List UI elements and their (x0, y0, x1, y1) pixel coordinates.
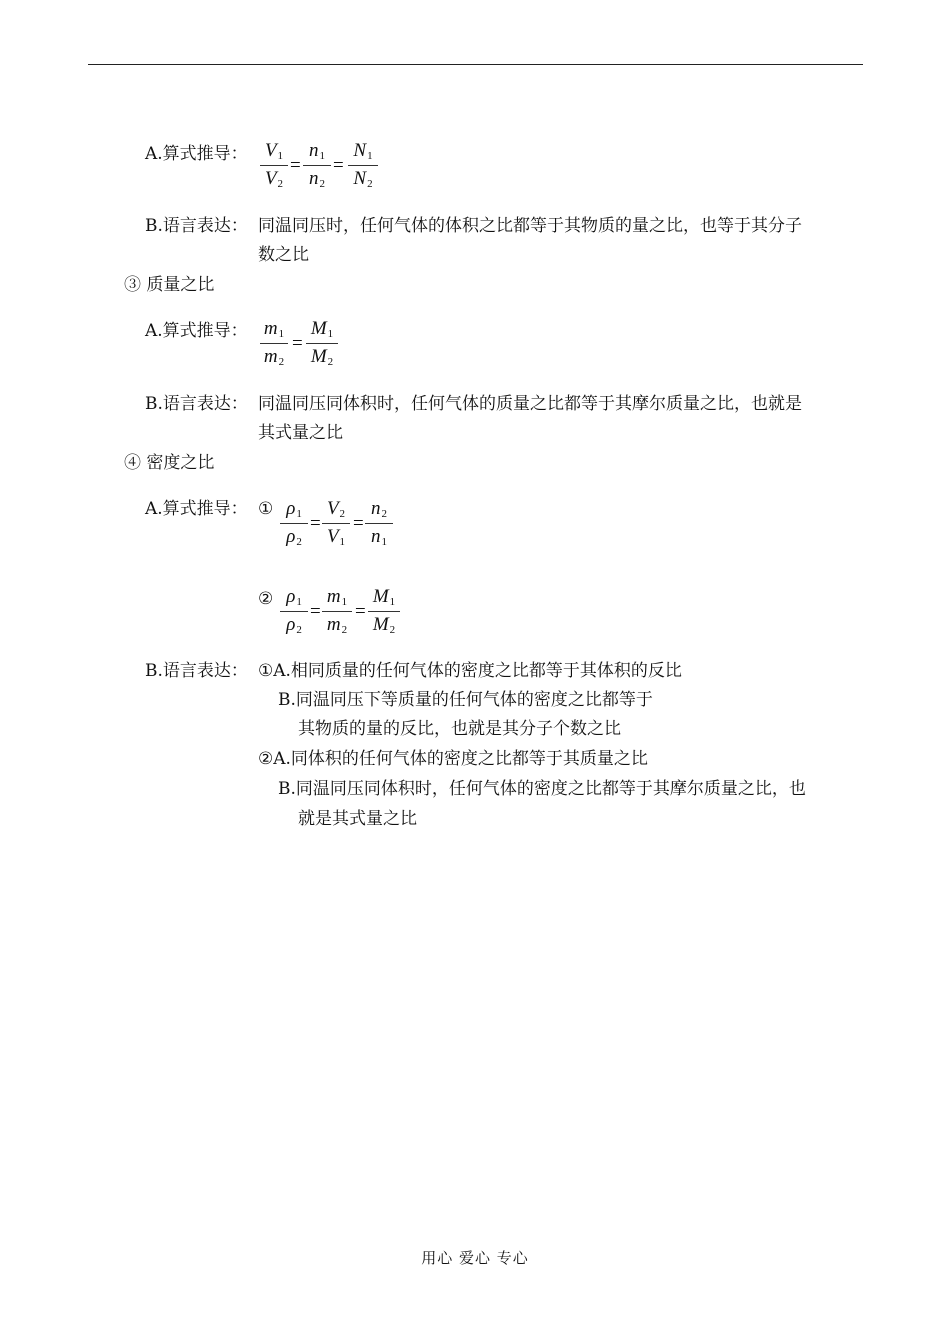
equals-sign: = (310, 513, 321, 534)
formula-marker: ② (258, 589, 274, 609)
section-heading: ④ 密度之比 (124, 453, 215, 473)
formula-label: A.算式推导： (145, 499, 248, 519)
equals-sign: = (310, 601, 321, 622)
fraction: $\rho_1$ $\rho_2$ (280, 586, 308, 638)
formula-marker: ① (258, 499, 274, 519)
section-heading: ③ 质量之比 (124, 275, 215, 295)
text-line: ②A.同体积的任何气体的密度之比都等于其质量之比 (258, 749, 648, 769)
page-footer: 用心 爱心 专心 (421, 1249, 529, 1267)
fraction: $m_1$ $m_2$ (260, 318, 288, 370)
equals-sign: = (355, 601, 366, 622)
text-line: 其物质的量的反比，也就是其分子个数之比 (298, 719, 621, 739)
text-line: ①A.相同质量的任何气体的密度之比都等于其体积的反比 (258, 661, 682, 681)
text-label: B.语言表达： (145, 661, 248, 681)
text-line: B.同温同压下等质量的任何气体的密度之比都等于 (278, 690, 653, 710)
formula-label: A.算式推导： (145, 321, 248, 341)
equals-sign: = (353, 513, 364, 534)
text-label: B.语言表达： (145, 216, 248, 236)
text-line: 同温同压同体积时，任何气体的质量之比都等于其摩尔质量之比，也就是 (258, 394, 802, 414)
fraction: $n_2$ $n_1$ (365, 498, 393, 550)
text-label: B.语言表达： (145, 394, 248, 414)
fraction: $V_1$ $V_2$ (260, 140, 288, 192)
text-line: 数之比 (258, 245, 309, 265)
text-line: B.同温同压同体积时，任何气体的密度之比都等于其摩尔质量之比，也 (278, 779, 806, 799)
header-rule (88, 64, 863, 65)
fraction: $V_2$ $V_1$ (322, 498, 350, 550)
equals-sign: = (333, 155, 344, 176)
fraction: $N_1$ $N_2$ (348, 140, 378, 192)
fraction: $m_1$ $m_2$ (322, 586, 352, 638)
fraction: $M_1$ $M_2$ (368, 586, 400, 638)
fraction: $n_1$ $n_2$ (303, 140, 331, 192)
fraction: $M_1$ $M_2$ (306, 318, 338, 370)
formula-label: A.算式推导： (145, 144, 248, 164)
equals-sign: = (290, 155, 301, 176)
text-line: 就是其式量之比 (298, 809, 417, 829)
text-line: 同温同压时，任何气体的体积之比都等于其物质的量之比，也等于其分子 (258, 216, 802, 236)
text-line: 其式量之比 (258, 423, 343, 443)
equals-sign: = (292, 333, 303, 354)
fraction: $\rho_1$ $\rho_2$ (280, 498, 308, 550)
